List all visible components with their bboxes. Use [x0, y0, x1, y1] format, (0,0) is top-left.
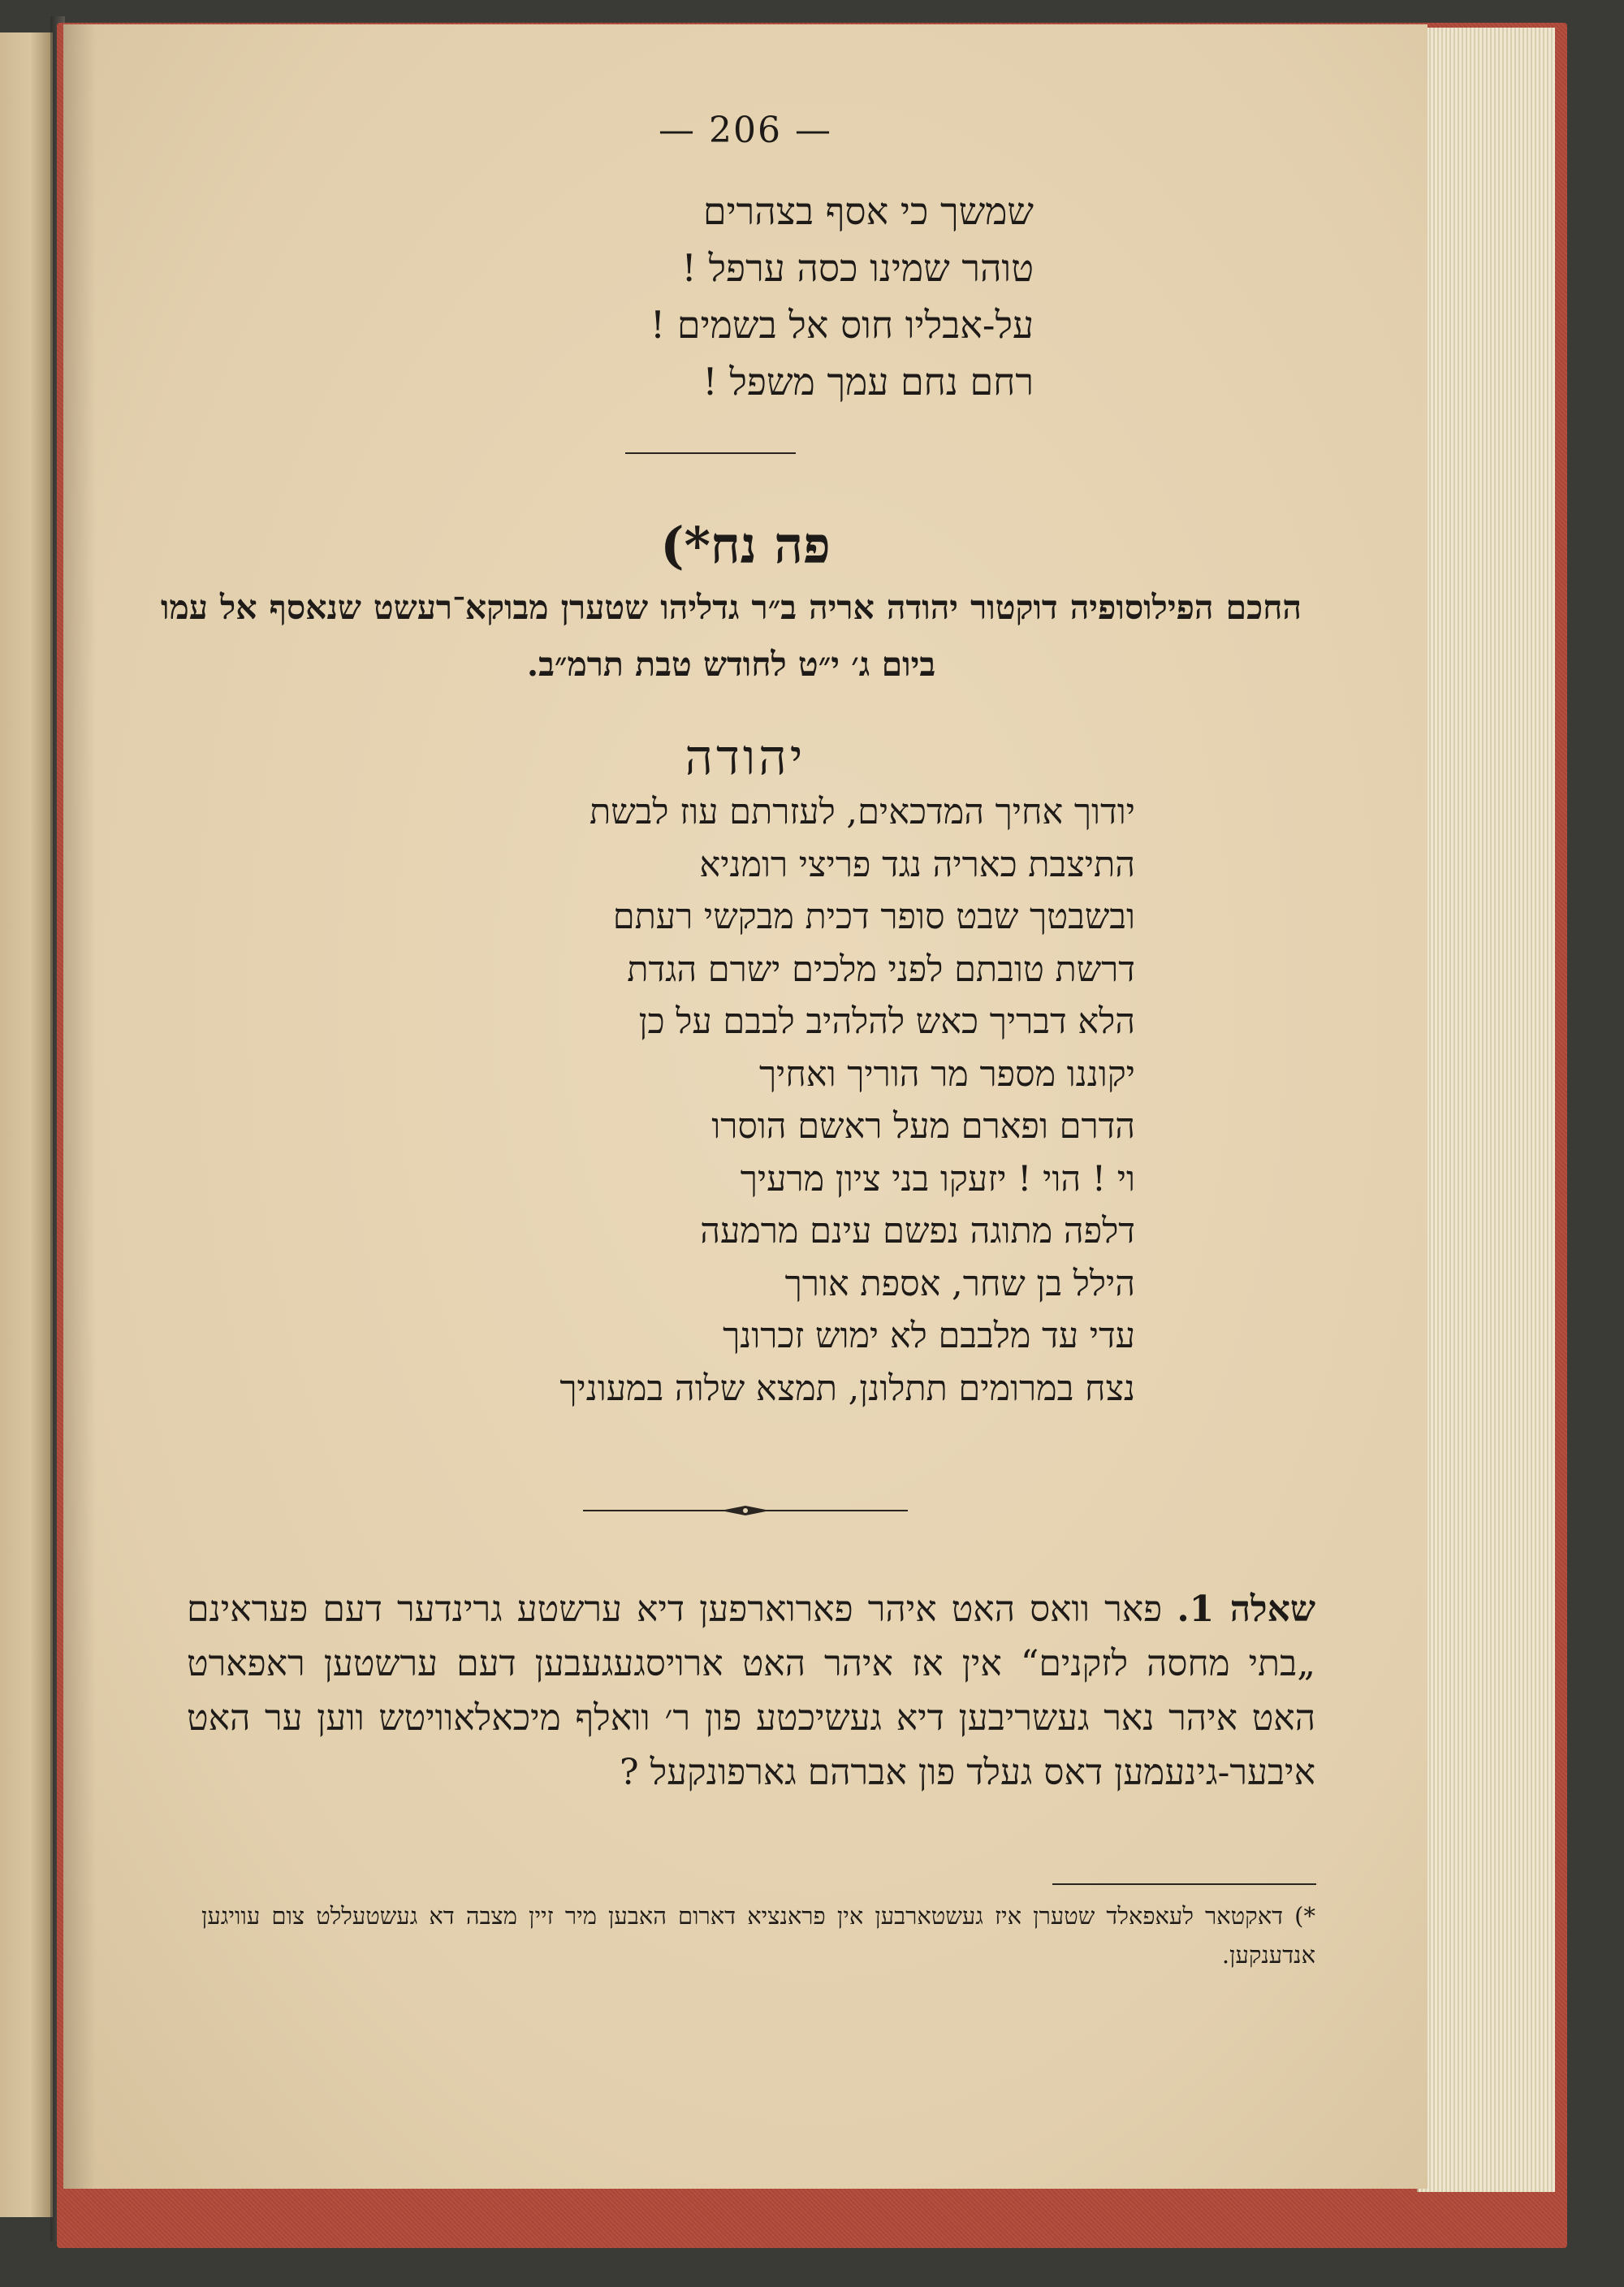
poem-line: עדי עד מלבבם לא ימוש זכרונך — [723, 1316, 1135, 1356]
footnote: *) דאקטאר לעאפאלד שטערן איז געשטארבען אין פראנציא דארום האבען מיר זיין מצבה דא געשטעללט צום עוויגען אנדענקען. — [201, 1902, 1315, 1969]
dedication-text: החכם הפילוסופיה דוקטור יהודה אריה ב״ר גדליהו שטערן מבוקא־רעשט שנאסף אל עמו ביום ג׳ י״ט לחודש טבת תרמ״ב. — [161, 588, 1302, 684]
poem-line: ובשבטך שבט סופר דכית מבקשי רעתם — [612, 897, 1135, 937]
previous-page-edge — [0, 32, 53, 2217]
book-page — [63, 24, 1427, 2189]
question-paragraph — [187, 1582, 1315, 1800]
poem-line: התיצבת כאריה נגד פריצי רומניא — [699, 844, 1135, 885]
page-number: — 206 — — [659, 110, 832, 151]
question-text: פאר וואס האט איהר פארוארפען דיא ערשטע גרינדער דעם פעראינם „בתי מחסה לזקנים“ אין אז איהר האט ארויסגעגעבען דעם ערשטען ראפארט האט איהר נאר געשריבען דיא געשיכטע פון ר׳ וואלף מיכאלאוויטש ווען ער האט איבער-גינעמען דאס געלד פון אברהם גארפונקעל ? — [187, 1589, 1315, 1793]
section-title: פה נח*) — [660, 516, 831, 575]
verse-line: טוהר שמינו כסה ערפל ! — [681, 246, 1034, 290]
poem-line: יקוננו מספר מר הוריך ואחיך — [758, 1053, 1135, 1095]
verse-line: רחם נחם עמך משפל ! — [702, 360, 1034, 404]
poem-line: דרשת טובתם לפני מלכים ישרם הגדת — [627, 949, 1135, 990]
gutter-shadow — [63, 24, 96, 2189]
section-divider — [625, 452, 796, 454]
poem-line: הלא דבריך כאש להלהיב לבבם על כן — [638, 1001, 1135, 1042]
page-block-edges — [1417, 28, 1555, 2192]
poem-line: נצח במרומים תתלונן, תמצא שלוה במעוניך — [559, 1368, 1135, 1409]
poem-title: יהודה — [685, 729, 806, 786]
poem-line: יודוך אחיך המדכאים, לעזרתם עוז לבשת — [589, 792, 1135, 832]
poem-line: הדרם ופארם מעל ראשם הוסרו — [711, 1106, 1135, 1147]
opening-verse — [469, 183, 1034, 410]
poem-line: הילל בן שחר, אספת אורך — [784, 1263, 1135, 1304]
verse-line: על-אבליו חוס אל בשמים ! — [650, 303, 1034, 347]
verse-line: שמשך כי אסף בצהרים — [702, 189, 1034, 233]
footnote-divider — [1052, 1883, 1316, 1885]
poem-line: דלפה מתוגה נפשם עינם מרמעה — [700, 1211, 1135, 1252]
acrostic-poem — [343, 786, 1135, 1415]
question-label: שאלה 1. — [1177, 1589, 1315, 1630]
ornamental-divider — [583, 1501, 908, 1520]
poem-line: וי ! הוי ! יזעקו בני ציון מרעיך — [740, 1158, 1135, 1200]
